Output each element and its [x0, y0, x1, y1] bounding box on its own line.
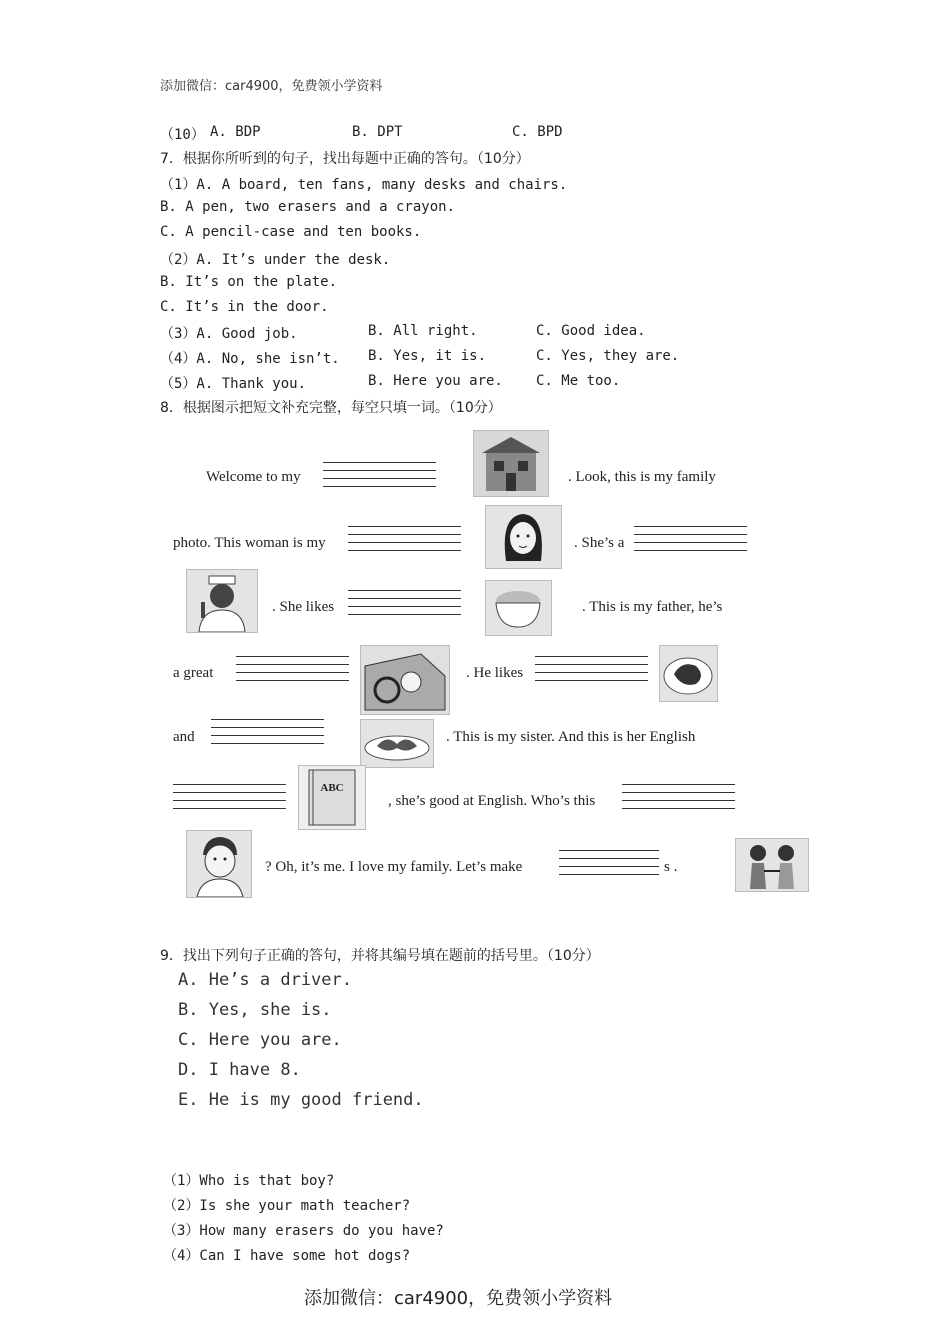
nurse-picture — [186, 569, 258, 633]
book-picture — [298, 765, 366, 830]
q9-title: 9．找出下列句子正确的答句，并将其编号填在题前的括号里。（10分） — [160, 948, 600, 964]
q7-row3-option-c: C. Good idea. — [536, 323, 646, 339]
answer-blank[interactable] — [634, 526, 747, 558]
q9-option: E. He is my good friend. — [178, 1090, 424, 1110]
q7-row5-option-b: B. Here you are. — [368, 373, 503, 389]
q7-row4-option-a: （4）A. No, she isn’t. — [160, 351, 340, 367]
q7-row5-option-a: （5）A. Thank you. — [160, 376, 307, 392]
story-text: . This is my father, he’s — [582, 599, 723, 615]
q7-line: B. A pen, two erasers and a crayon. — [160, 199, 456, 215]
header-note: 添加微信：car4900，免费领小学资料 — [160, 79, 383, 94]
q7-row5-option-c: C. Me too. — [536, 373, 621, 389]
beef-picture — [659, 645, 718, 702]
answer-blank[interactable] — [211, 719, 324, 751]
q9-option: B. Yes, she is. — [178, 1000, 332, 1020]
q8-title: 8．根据图示把短文补充完整，每空只填一词。（10分） — [160, 400, 502, 416]
q7-title: 7．根据你所听到的句子，找出每题中正确的答句。（10分） — [160, 151, 530, 167]
q9-option: D. I have 8. — [178, 1060, 301, 1080]
boy-picture — [186, 830, 252, 898]
story-text: ? Oh, it’s me. I love my family. Let’s make — [265, 859, 523, 875]
q7-line: C. A pencil-case and ten books. — [160, 224, 422, 240]
story-text: photo. This woman is my — [173, 535, 326, 551]
mother-picture — [485, 505, 562, 569]
q7-row3-option-b: B. All right. — [368, 323, 478, 339]
answer-blank[interactable] — [535, 656, 648, 688]
story-text: . Look, this is my family — [568, 469, 716, 485]
q7-line: （1）A. A board, ten fans, many desks and chairs. — [160, 177, 568, 193]
q9-question: （2）Is she your math teacher? — [163, 1198, 411, 1214]
story-text: . She likes — [272, 599, 335, 615]
book-label: ABC — [320, 782, 344, 794]
q7-line: C. It’s in the door. — [160, 299, 329, 315]
rice-bowl-picture — [485, 580, 552, 636]
story-text: Welcome to my — [206, 469, 301, 485]
story-text: , she’s good at English. Who’s this — [388, 793, 596, 809]
q7-line: B. It’s on the plate. — [160, 274, 338, 290]
answer-blank[interactable] — [622, 784, 735, 816]
house-picture — [473, 430, 549, 497]
friends-picture — [735, 838, 809, 892]
story-text: and — [173, 729, 195, 745]
story-text: a great — [173, 665, 214, 681]
story-text: . He likes — [466, 665, 524, 681]
noodles-picture — [360, 719, 434, 768]
q6-item10-number: （10） — [160, 127, 205, 143]
q9-option: C. Here you are. — [178, 1030, 342, 1050]
story-text: s . — [664, 859, 678, 875]
q7-row3-option-a: （3）A. Good job. — [160, 326, 298, 342]
story-text: . She’s a — [574, 535, 625, 551]
story-text: . This is my sister. And this is her English — [446, 729, 696, 745]
driver-picture — [360, 645, 450, 715]
footer-note: 添加微信：car4900，免费领小学资料 — [304, 1288, 613, 1309]
answer-blank[interactable] — [173, 784, 286, 816]
answer-blank[interactable] — [236, 656, 349, 688]
answer-blank[interactable] — [559, 850, 659, 882]
answer-blank[interactable] — [348, 590, 461, 622]
answer-blank[interactable] — [323, 462, 436, 494]
q6-item10-option-b: B. DPT — [352, 124, 403, 140]
q9-option: A. He’s a driver. — [178, 970, 352, 990]
q6-item10-option-c: C. BPD — [512, 124, 563, 140]
answer-blank[interactable] — [348, 526, 461, 558]
q9-question: （1）Who is that boy? — [163, 1173, 335, 1189]
q6-item10-option-a: A. BDP — [210, 124, 261, 140]
q9-question: （4）Can I have some hot dogs? — [163, 1248, 411, 1264]
q9-question: （3）How many erasers do you have? — [163, 1223, 444, 1239]
q7-row4-option-c: C. Yes, they are. — [536, 348, 680, 364]
q7-line: （2）A. It’s under the desk. — [160, 252, 391, 268]
q7-row4-option-b: B. Yes, it is. — [368, 348, 487, 364]
